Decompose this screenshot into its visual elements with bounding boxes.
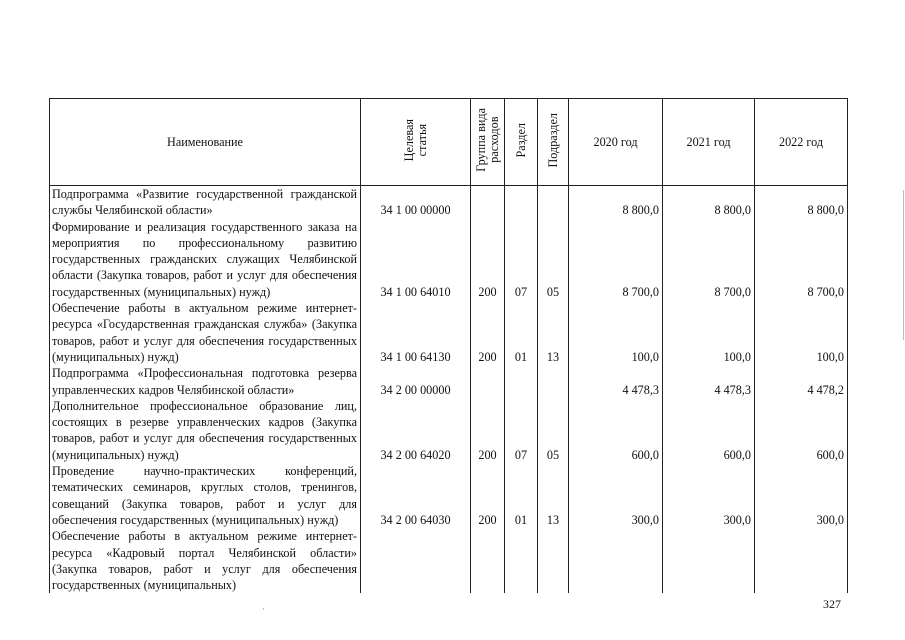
row-value-2022: 100,0 [755, 300, 848, 365]
table-row [50, 365, 848, 398]
row-value-2021: 300,0 [663, 463, 755, 528]
table-row [50, 398, 848, 463]
row-subsection: 05 [538, 219, 569, 300]
row-name: Формирование и реализация государственного заказа на мероприятия по профессиональному развитию государственных гражданских служащих Челябинской области (Закупка товаров, работ и услуг для обеспечения государственных (муниципальных) нужд) [50, 219, 361, 300]
row-value-2021: 8 800,0 [663, 186, 755, 219]
row-name: Подпрограмма «Профессиональная подготовка резерва управленческих кадров Челябинской области» [50, 365, 361, 398]
header-subsection [538, 99, 569, 186]
row-section: 07 [505, 398, 538, 463]
row-subsection [538, 528, 569, 593]
row-subsection: 05 [538, 398, 569, 463]
row-name: Проведение научно-практических конференций, тематических семинаров, круглых столов, тренингов, совещаний (Закупка товаров, работ и услуг для обеспечения государственных (муниципальных) нужд) [50, 463, 361, 528]
row-section: 01 [505, 300, 538, 365]
header-expense-group [471, 99, 505, 186]
row-name: Обеспечение работы в актуальном режиме интернет-ресурса «Государственная гражданская служба» (Закупка товаров, работ и услуг для обеспечения государственных (муниципальных) нужд) [50, 300, 361, 365]
page-number: 327 [823, 597, 841, 611]
header-target-article [361, 99, 471, 186]
table-header-row [50, 99, 848, 186]
header-target-line2: статья [414, 123, 429, 157]
row-expense-group: 200 [471, 300, 505, 365]
row-value-2020: 8 700,0 [569, 219, 663, 300]
row-value-2021: 8 700,0 [663, 219, 755, 300]
row-value-2021: 600,0 [663, 398, 755, 463]
row-target-article: 34 1 00 64130 [361, 300, 471, 365]
header-section [505, 99, 538, 186]
row-target-article: 34 1 00 64010 [361, 219, 471, 300]
row-name: Обеспечение работы в актуальном режиме интернет-ресурса «Кадровый портал Челябинской области» (Закупка товаров, работ и услуг для обеспечения государственных (муниципальных) [50, 528, 361, 593]
header-section-label: Раздел [513, 122, 528, 158]
row-name: Дополнительное профессиональное образование лиц, состоящих в резерве управленческих кадров (Закупка товаров, работ и услуг для обеспечения государственных (муниципальных) нужд) [50, 398, 361, 463]
row-name: Подпрограмма «Развитие государственной гражданской службы Челябинской области» [50, 186, 361, 219]
row-target-article: 34 2 00 64030 [361, 463, 471, 528]
row-value-2020: 4 478,3 [569, 365, 663, 398]
row-value-2022: 4 478,2 [755, 365, 848, 398]
row-value-2021: 100,0 [663, 300, 755, 365]
row-expense-group: 200 [471, 398, 505, 463]
row-expense-group [471, 528, 505, 593]
row-subsection: 13 [538, 300, 569, 365]
table-row [50, 219, 848, 300]
header-subsection-label: Подраздел [545, 112, 560, 168]
row-value-2022: 8 800,0 [755, 186, 848, 219]
row-value-2022: 8 700,0 [755, 219, 848, 300]
header-2022: 2022 год [755, 99, 848, 186]
table-row [50, 528, 848, 593]
header-name: Наименование [50, 99, 361, 186]
row-value-2021 [663, 528, 755, 593]
table-row [50, 300, 848, 365]
row-subsection [538, 365, 569, 398]
header-2020: 2020 год [569, 99, 663, 186]
row-subsection: 13 [538, 463, 569, 528]
table-row [50, 186, 848, 219]
row-target-article: 34 1 00 00000 [361, 186, 471, 219]
row-target-article: 34 2 00 00000 [361, 365, 471, 398]
row-section [505, 365, 538, 398]
row-value-2022 [755, 528, 848, 593]
page-edge-line [903, 190, 904, 340]
table-row [50, 463, 848, 528]
row-section: 07 [505, 219, 538, 300]
row-section [505, 186, 538, 219]
row-expense-group [471, 365, 505, 398]
budget-table [49, 98, 848, 593]
header-2021: 2021 год [663, 99, 755, 186]
row-expense-group: 200 [471, 463, 505, 528]
row-subsection [538, 186, 569, 219]
row-value-2022: 300,0 [755, 463, 848, 528]
row-target-article: 34 2 00 64020 [361, 398, 471, 463]
header-group-line1: Группа вида [473, 108, 488, 172]
scan-dot: · [262, 604, 265, 614]
row-target-article [361, 528, 471, 593]
row-section [505, 528, 538, 593]
row-value-2022: 600,0 [755, 398, 848, 463]
header-group-line2: расходов [486, 116, 501, 163]
table-body [50, 186, 848, 594]
row-value-2020: 100,0 [569, 300, 663, 365]
header-target-line1: Целевая [401, 118, 416, 161]
row-expense-group [471, 186, 505, 219]
row-value-2021: 4 478,3 [663, 365, 755, 398]
row-section: 01 [505, 463, 538, 528]
row-expense-group: 200 [471, 219, 505, 300]
row-value-2020: 300,0 [569, 463, 663, 528]
row-value-2020: 8 800,0 [569, 186, 663, 219]
row-value-2020 [569, 528, 663, 593]
row-value-2020: 600,0 [569, 398, 663, 463]
